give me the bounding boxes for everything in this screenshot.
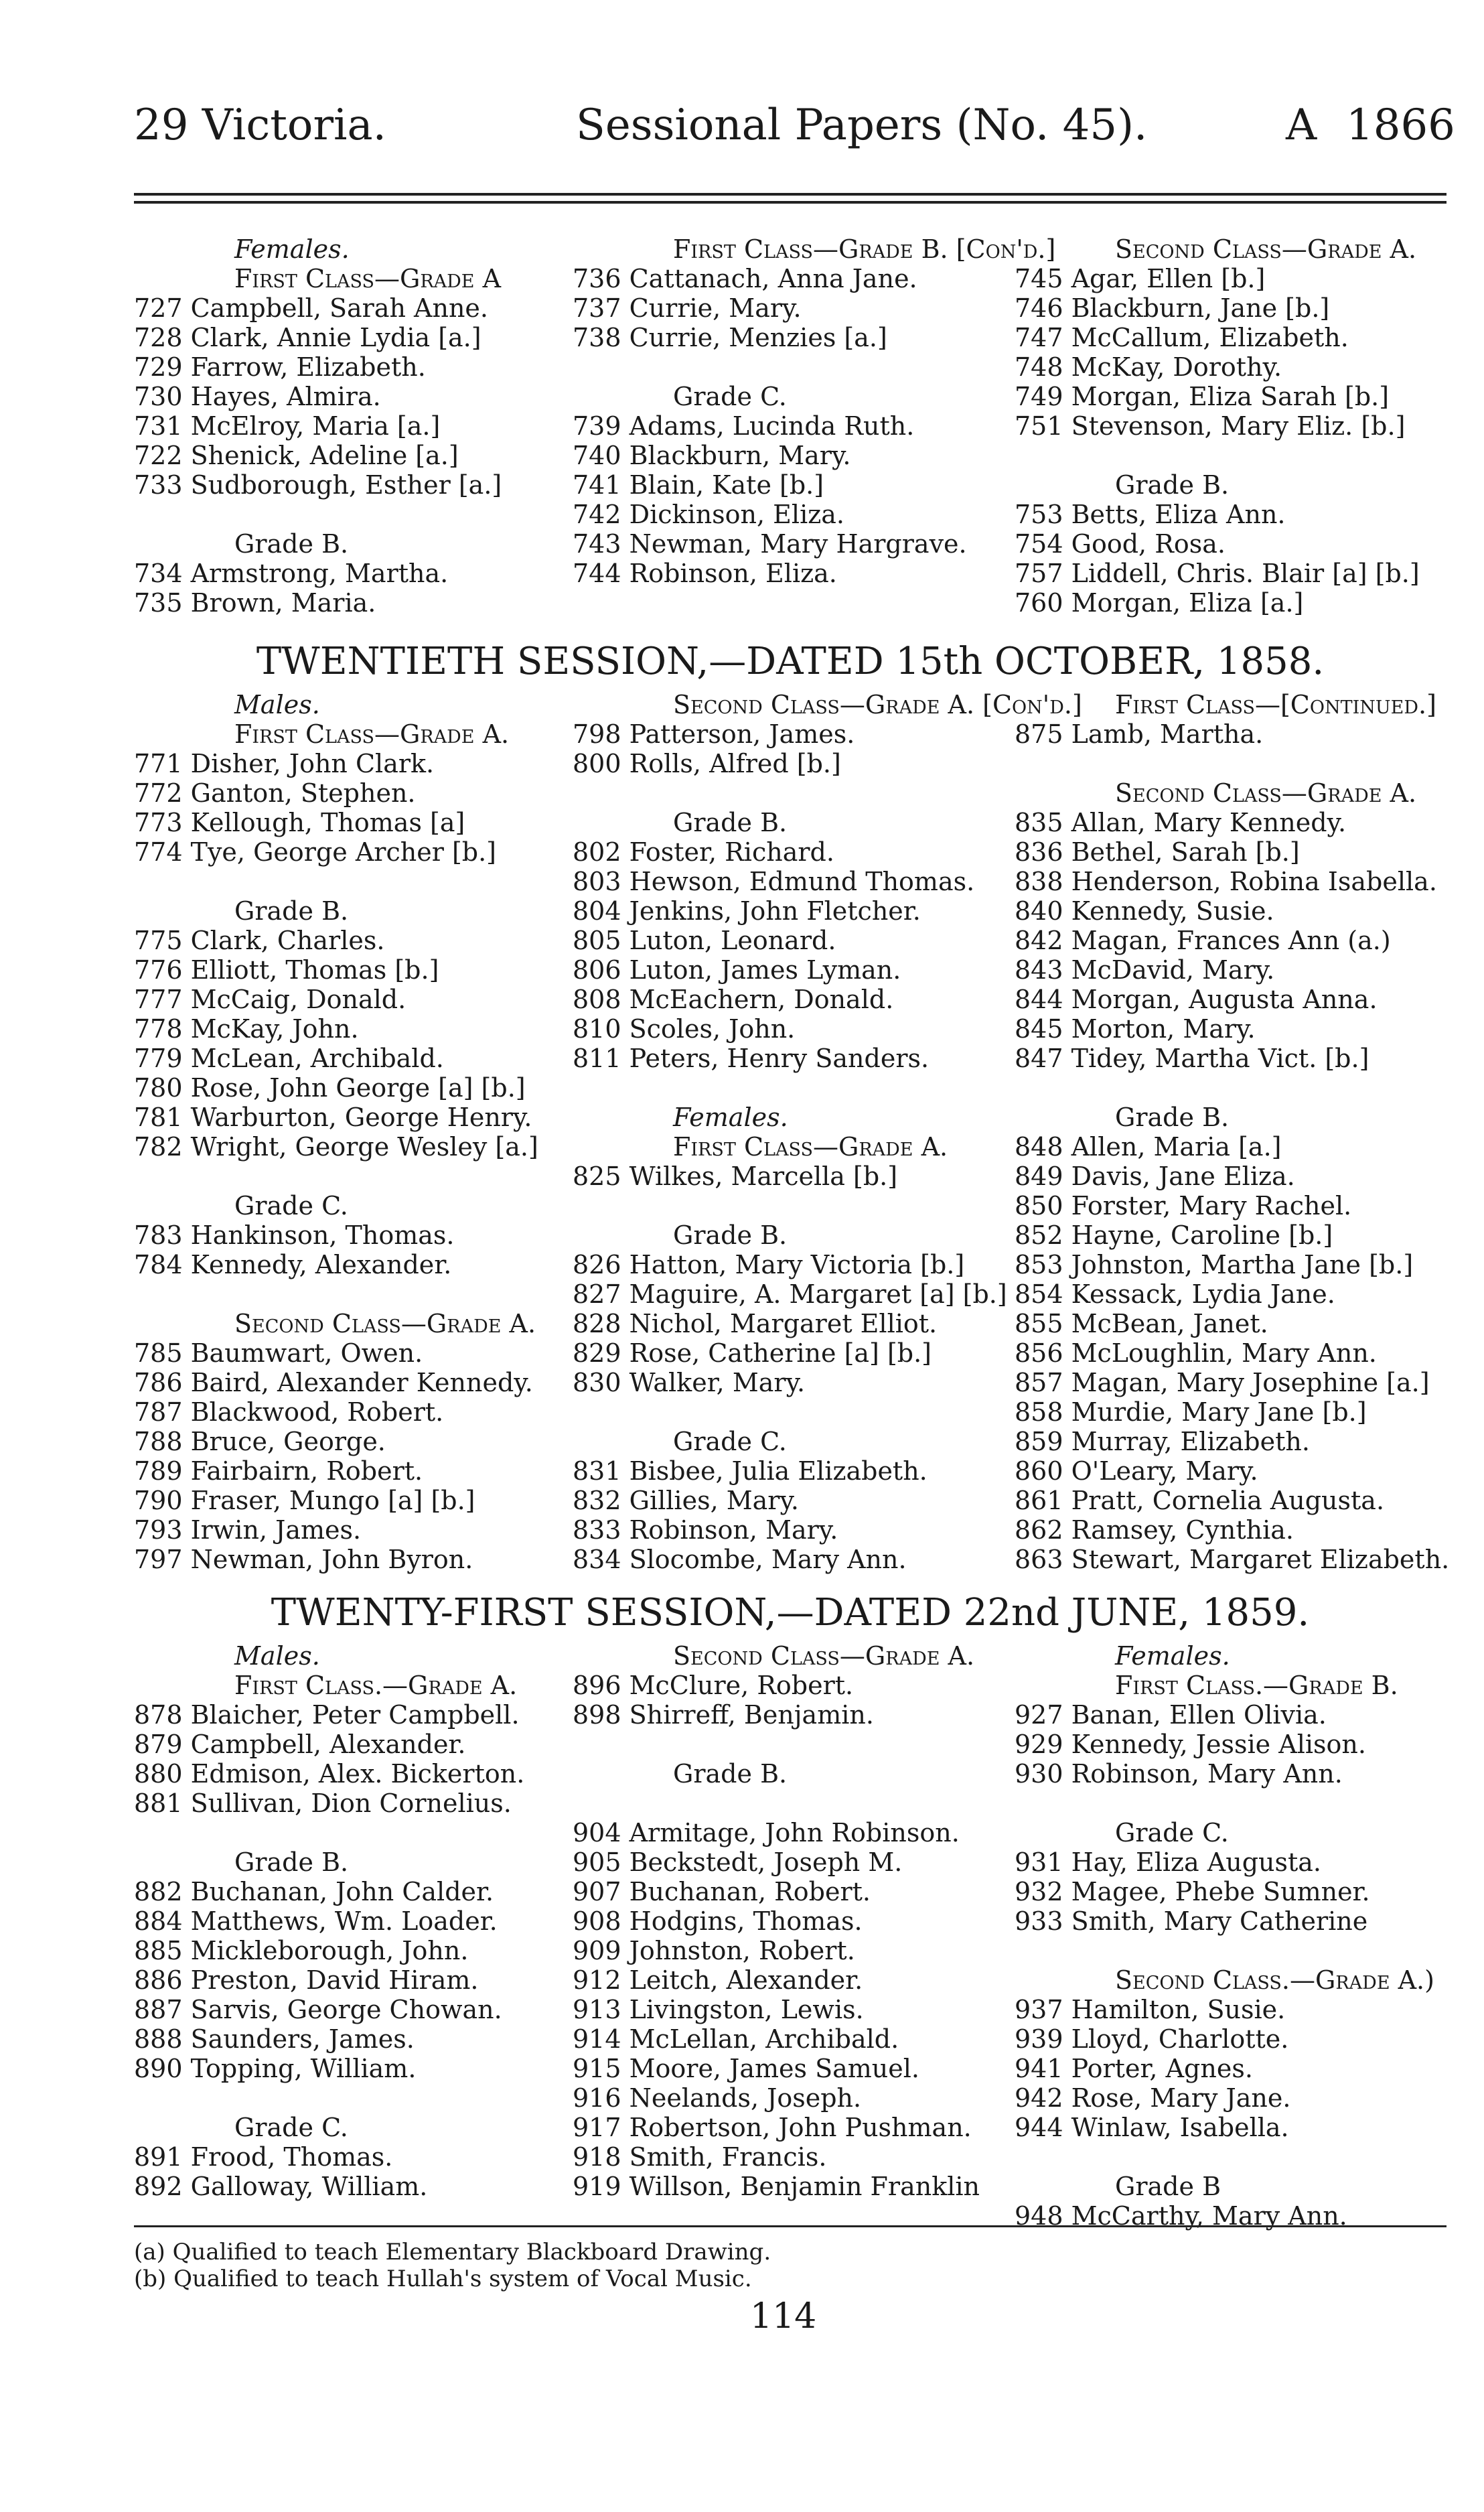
list-item: 803 Hewson, Edmund Thomas. <box>573 867 975 896</box>
list-item: 833 Robinson, Mary. <box>573 1515 838 1545</box>
list-item: 783 Hankinson, Thomas. <box>134 1220 455 1250</box>
list-item: 881 Sullivan, Dion Cornelius. <box>134 1789 512 1818</box>
section-heading: Second Class—Grade A. <box>1115 778 1417 808</box>
list-item: 743 Newman, Mary Hargrave. <box>573 529 967 559</box>
session21-col2 <box>573 1641 980 2201</box>
list-item: 804 Jenkins, John Fletcher. <box>573 896 921 926</box>
footnote-b: (b) Qualified to teach Hullah's system of Vocal Music. <box>134 2265 752 2292</box>
list-item: 898 Shirreff, Benjamin. <box>573 1700 874 1730</box>
list-item: 891 Frood, Thomas. <box>134 2142 393 2172</box>
spacer <box>134 2083 524 2113</box>
list-item: 802 Foster, Richard. <box>573 837 834 867</box>
list-item: 805 Luton, Leonard. <box>573 926 836 955</box>
list-item: 907 Buchanan, Robert. <box>573 1877 871 1906</box>
list-item: 789 Fairbairn, Robert. <box>134 1456 423 1486</box>
header-rule-2 <box>134 201 1446 204</box>
list-item: 753 Betts, Eliza Ann. <box>1015 500 1286 529</box>
list-item: 933 Smith, Mary Catherine <box>1015 1906 1368 1936</box>
list-item: 836 Bethel, Sarah [b.] <box>1015 837 1300 867</box>
list-item: 730 Hayes, Almira. <box>134 382 381 411</box>
page-number: 114 <box>750 2296 817 2336</box>
list-item: 853 Johnston, Martha Jane [b.] <box>1015 1250 1414 1279</box>
session21-title: TWENTY-FIRST SESSION,—DATED 22nd JUNE, 1859. <box>271 1591 1310 1634</box>
section-heading: Second Class—Grade A. [Con'd.] <box>673 690 1082 719</box>
list-item: 771 Disher, John Clark. <box>134 749 435 778</box>
list-item: 908 Hodgins, Thomas. <box>573 1906 863 1936</box>
spacer <box>1015 1073 1449 1103</box>
list-item: 740 Blackburn, Mary. <box>573 441 851 470</box>
list-item: 840 Kennedy, Susie. <box>1015 896 1274 926</box>
list-item: 800 Rolls, Alfred [b.] <box>573 749 841 778</box>
list-item: 729 Farrow, Elizabeth. <box>134 352 426 382</box>
list-item: 798 Patterson, James. <box>573 719 855 749</box>
spacer <box>134 1162 538 1191</box>
section-heading: Grade C. <box>673 382 787 411</box>
list-item: 746 Blackburn, Jane [b.] <box>1015 293 1330 323</box>
spacer <box>573 1191 1082 1220</box>
list-item: 760 Morgan, Eliza [a.] <box>1015 588 1304 618</box>
section-heading: Grade C. <box>673 1427 787 1456</box>
list-item: 862 Ramsey, Cynthia. <box>1015 1515 1294 1545</box>
spacer <box>1015 2142 1434 2172</box>
spacer <box>1015 1789 1434 1818</box>
list-item: 779 McLean, Archibald. <box>134 1044 444 1073</box>
list-item: 858 Murdie, Mary Jane [b.] <box>1015 1397 1367 1427</box>
list-item: 860 O'Leary, Mary. <box>1015 1456 1258 1486</box>
list-item: 754 Good, Rosa. <box>1015 529 1226 559</box>
list-item: 914 McLellan, Archibald. <box>573 2024 899 2054</box>
list-item: 831 Bisbee, Julia Elizabeth. <box>573 1456 928 1486</box>
section-heading: Grade B. <box>234 1847 349 1877</box>
list-item: 875 Lamb, Martha. <box>1015 719 1264 749</box>
section-heading: Second Class—Grade A. <box>673 1641 975 1671</box>
list-item: 749 Morgan, Eliza Sarah [b.] <box>1015 382 1390 411</box>
list-item: 785 Baumwart, Owen. <box>134 1338 423 1368</box>
list-item: 905 Beckstedt, Joseph M. <box>573 1847 903 1877</box>
list-item: 896 McClure, Robert. <box>573 1671 854 1700</box>
list-item: 882 Buchanan, John Calder. <box>134 1877 494 1906</box>
list-item: 787 Blackwood, Robert. <box>134 1397 444 1427</box>
list-item: 929 Kennedy, Jessie Alison. <box>1015 1730 1366 1759</box>
list-item: 773 Kellough, Thomas [a] <box>134 808 465 837</box>
list-item: 848 Allen, Maria [a.] <box>1015 1132 1282 1162</box>
list-item: 757 Liddell, Chris. Blair [a] [b.] <box>1015 559 1420 588</box>
list-item: 825 Wilkes, Marcella [b.] <box>573 1162 898 1191</box>
list-item: 892 Galloway, William. <box>134 2172 428 2201</box>
list-item: 852 Hayne, Caroline [b.] <box>1015 1220 1333 1250</box>
list-item: 939 Lloyd, Charlotte. <box>1015 2024 1289 2054</box>
section-heading: Grade C. <box>1115 1818 1229 1847</box>
section-heading: Grade C. <box>234 2113 348 2142</box>
list-item: 843 McDavid, Mary. <box>1015 955 1275 985</box>
list-item: 827 Maguire, A. Margaret [a] [b.] <box>573 1279 1007 1309</box>
section-heading: Males. <box>234 690 320 719</box>
section-heading: Grade B. <box>234 529 349 559</box>
list-item: 855 McBean, Janet. <box>1015 1309 1268 1338</box>
list-item: 856 McLoughlin, Mary Ann. <box>1015 1338 1377 1368</box>
spacer <box>573 352 1055 382</box>
footnote-a: (a) Qualified to teach Elementary Blackboard Drawing. <box>134 2239 771 2265</box>
list-item: 793 Irwin, James. <box>134 1515 362 1545</box>
list-item: 830 Walker, Mary. <box>573 1368 806 1397</box>
section-heading: Second Class—Grade A. <box>1115 234 1417 264</box>
session20-col1 <box>134 690 538 1574</box>
section-heading: First Class—Grade B. [Con'd.] <box>673 234 1056 264</box>
list-item: 913 Livingston, Lewis. <box>573 1995 864 2024</box>
list-item: 859 Murray, Elizabeth. <box>1015 1427 1310 1456</box>
section-heading: Females. <box>1115 1641 1230 1671</box>
spacer <box>573 1789 980 1818</box>
session19-col3 <box>1015 234 1420 618</box>
session20-title: TWENTIETH SESSION,—DATED 15th OCTOBER, 1858. <box>256 640 1325 683</box>
list-item: 880 Edmison, Alex. Bickerton. <box>134 1759 525 1789</box>
list-item: 775 Clark, Charles. <box>134 926 385 955</box>
list-item: 832 Gillies, Mary. <box>573 1486 799 1515</box>
list-item: 781 Warburton, George Henry. <box>134 1103 532 1132</box>
list-item: 912 Leitch, Alexander. <box>573 1965 863 1995</box>
list-item: 736 Cattanach, Anna Jane. <box>573 264 917 293</box>
list-item: 917 Robertson, John Pushman. <box>573 2113 972 2142</box>
section-heading: Grade B. <box>1115 470 1230 500</box>
list-item: 742 Dickinson, Eliza. <box>573 500 844 529</box>
list-item: 863 Stewart, Margaret Elizabeth. <box>1015 1545 1450 1574</box>
list-item: 909 Johnston, Robert. <box>573 1936 855 1965</box>
list-item: 784 Kennedy, Alexander. <box>134 1250 452 1279</box>
list-item: 888 Saunders, James. <box>134 2024 415 2054</box>
list-item: 733 Sudborough, Esther [a.] <box>134 470 502 500</box>
list-item: 728 Clark, Annie Lydia [a.] <box>134 323 481 352</box>
list-item: 797 Newman, John Byron. <box>134 1545 473 1574</box>
session19-col1 <box>134 234 502 618</box>
section-heading: First Class—Grade A <box>234 264 502 293</box>
list-item: 857 Magan, Mary Josephine [a.] <box>1015 1368 1430 1397</box>
section-heading: Females. <box>234 234 350 264</box>
session20-col3 <box>1015 690 1449 1574</box>
list-item: 918 Smith, Francis. <box>573 2142 827 2172</box>
list-item: 845 Morton, Mary. <box>1015 1014 1256 1044</box>
list-item: 735 Brown, Maria. <box>134 588 376 618</box>
list-item: 916 Neelands, Joseph. <box>573 2083 862 2113</box>
list-item: 941 Porter, Agnes. <box>1015 2054 1253 2083</box>
list-item: 904 Armitage, John Robinson. <box>573 1818 960 1847</box>
spacer <box>573 1073 1082 1103</box>
section-heading: Grade B. <box>234 896 349 926</box>
list-item: 737 Currie, Mary. <box>573 293 802 323</box>
list-item: 861 Pratt, Cornelia Augusta. <box>1015 1486 1385 1515</box>
list-item: 811 Peters, Henry Sanders. <box>573 1044 930 1073</box>
list-item: 778 McKay, John. <box>134 1014 359 1044</box>
header-left: 29 Victoria. <box>134 100 386 150</box>
section-heading: Grade B <box>1115 2172 1221 2201</box>
list-item: 849 Davis, Jane Eliza. <box>1015 1162 1295 1191</box>
spacer <box>1015 749 1449 778</box>
list-item: 744 Robinson, Eliza. <box>573 559 837 588</box>
list-item: 741 Blain, Kate [b.] <box>573 470 824 500</box>
list-item: 838 Henderson, Robina Isabella. <box>1015 867 1437 896</box>
list-item: 776 Elliott, Thomas [b.] <box>134 955 439 985</box>
list-item: 731 McElroy, Maria [a.] <box>134 411 441 441</box>
session20-col2 <box>573 690 1082 1574</box>
list-item: 806 Luton, James Lyman. <box>573 955 901 985</box>
list-item: 850 Forster, Mary Rachel. <box>1015 1191 1352 1220</box>
list-item: 842 Magan, Frances Ann (a.) <box>1015 926 1391 955</box>
section-heading: Second Class—Grade A. <box>234 1309 536 1338</box>
list-item: 748 McKay, Dorothy. <box>1015 352 1282 382</box>
spacer <box>134 1818 524 1847</box>
spacer <box>573 778 1082 808</box>
session21-col1 <box>134 1641 524 2201</box>
section-heading: Males. <box>234 1641 320 1671</box>
list-item: 835 Allan, Mary Kennedy. <box>1015 808 1347 837</box>
list-item: 751 Stevenson, Mary Eliz. [b.] <box>1015 411 1406 441</box>
header-rule <box>134 193 1446 196</box>
list-item: 774 Tye, George Archer [b.] <box>134 837 496 867</box>
spacer <box>573 1397 1082 1427</box>
list-item: 944 Winlaw, Isabella. <box>1015 2113 1289 2142</box>
list-item: 948 McCarthy, Mary Ann. <box>1015 2201 1347 2231</box>
list-item: 734 Armstrong, Martha. <box>134 559 449 588</box>
list-item: 931 Hay, Eliza Augusta. <box>1015 1847 1322 1877</box>
section-heading: Second Class.—Grade A.) <box>1115 1965 1434 1995</box>
list-item: 738 Currie, Menzies [a.] <box>573 323 887 352</box>
list-item: 942 Rose, Mary Jane. <box>1015 2083 1291 2113</box>
list-item: 739 Adams, Lucinda Ruth. <box>573 411 915 441</box>
list-item: 777 McCaig, Donald. <box>134 985 406 1014</box>
list-item: 790 Fraser, Mungo [a] [b.] <box>134 1486 475 1515</box>
list-item: 927 Banan, Ellen Olivia. <box>1015 1700 1327 1730</box>
list-item: 886 Preston, David Hiram. <box>134 1965 479 1995</box>
list-item: 780 Rose, John George [a] [b.] <box>134 1073 526 1103</box>
spacer <box>134 500 502 529</box>
list-item: 854 Kessack, Lydia Jane. <box>1015 1279 1335 1309</box>
spacer <box>1015 441 1420 470</box>
section-heading: First Class.—Grade A. <box>234 1671 518 1700</box>
list-item: 727 Campbell, Sarah Anne. <box>134 293 488 323</box>
list-item: 932 Magee, Phebe Sumner. <box>1015 1877 1370 1906</box>
list-item: 919 Willson, Benjamin Franklin <box>573 2172 980 2201</box>
spacer <box>134 1279 538 1309</box>
section-heading: Grade B. <box>1115 1103 1230 1132</box>
section-heading: Grade B. <box>673 1759 788 1789</box>
section-heading: First Class—[Continued.] <box>1115 690 1436 719</box>
list-item: 890 Topping, William. <box>134 2054 417 2083</box>
list-item: 885 Mickleborough, John. <box>134 1936 469 1965</box>
list-item: 887 Sarvis, George Chowan. <box>134 1995 502 2024</box>
list-item: 915 Moore, James Samuel. <box>573 2054 919 2083</box>
list-item: 879 Campbell, Alexander. <box>134 1730 466 1759</box>
section-heading: First Class—Grade A. <box>234 719 510 749</box>
section-heading: Grade B. <box>673 1220 788 1250</box>
spacer <box>1015 1936 1434 1965</box>
list-item: 844 Morgan, Augusta Anna. <box>1015 985 1378 1014</box>
header-center: Sessional Papers (No. 45). <box>576 100 1148 150</box>
list-item: 828 Nichol, Margaret Elliot. <box>573 1309 938 1338</box>
footnote-rule <box>134 2225 1446 2227</box>
list-item: 782 Wright, George Wesley [a.] <box>134 1132 538 1162</box>
section-heading: Females. <box>673 1103 788 1132</box>
list-item: 810 Scoles, John. <box>573 1014 796 1044</box>
session19-col2 <box>573 234 1055 588</box>
list-item: 834 Slocombe, Mary Ann. <box>573 1545 907 1574</box>
list-item: 847 Tidey, Martha Vict. [b.] <box>1015 1044 1369 1073</box>
spacer <box>573 1730 980 1759</box>
list-item: 788 Bruce, George. <box>134 1427 386 1456</box>
list-item: 930 Robinson, Mary Ann. <box>1015 1759 1343 1789</box>
section-heading: First Class.—Grade B. <box>1115 1671 1398 1700</box>
list-item: 772 Ganton, Stephen. <box>134 778 416 808</box>
list-item: 937 Hamilton, Susie. <box>1015 1995 1286 2024</box>
list-item: 884 Matthews, Wm. Loader. <box>134 1906 498 1936</box>
list-item: 808 McEachern, Donald. <box>573 985 894 1014</box>
list-item: 826 Hatton, Mary Victoria [b.] <box>573 1250 965 1279</box>
list-item: 722 Shenick, Adeline [a.] <box>134 441 459 470</box>
list-item: 747 McCallum, Elizabeth. <box>1015 323 1349 352</box>
header-right-a: A <box>1286 100 1317 150</box>
list-item: 878 Blaicher, Peter Campbell. <box>134 1700 520 1730</box>
session21-col3 <box>1015 1641 1434 2231</box>
section-heading: Grade C. <box>234 1191 348 1220</box>
list-item: 745 Agar, Ellen [b.] <box>1015 264 1266 293</box>
section-heading: Grade B. <box>673 808 788 837</box>
section-heading: First Class—Grade A. <box>673 1132 948 1162</box>
list-item: 786 Baird, Alexander Kennedy. <box>134 1368 533 1397</box>
list-item: 829 Rose, Catherine [a] [b.] <box>573 1338 932 1368</box>
spacer <box>134 867 538 896</box>
header-right-year: 1866 <box>1346 100 1455 150</box>
